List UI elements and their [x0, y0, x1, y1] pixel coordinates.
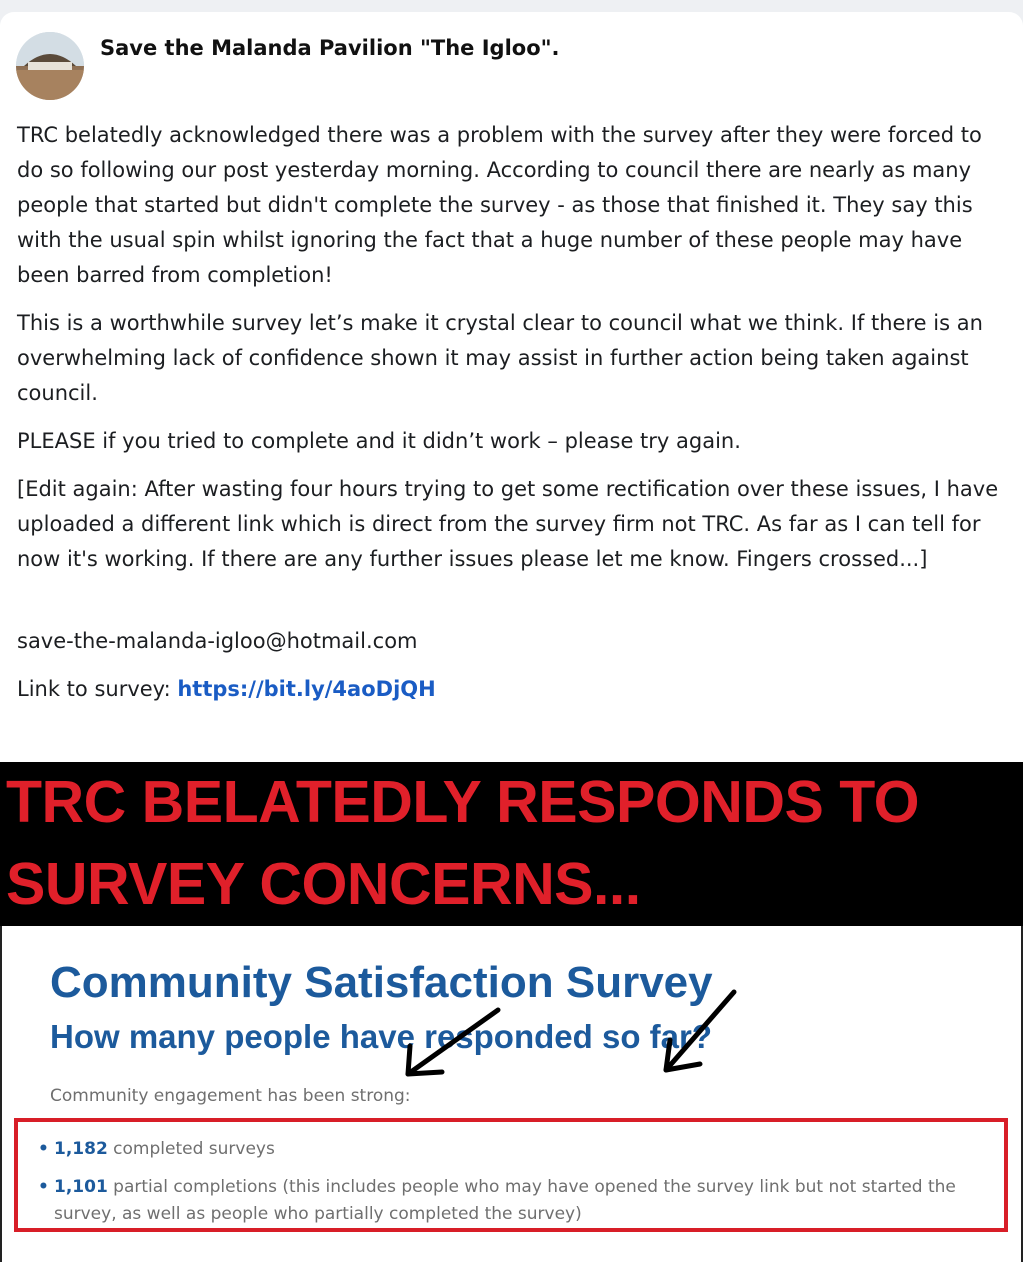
stat-completed-number: 1,182: [54, 1139, 108, 1159]
stat-partial-number: 1,101: [54, 1177, 108, 1197]
post-paragraph: [Edit again: After wasting four hours trying to get some rectification over these issues, I have uploaded a different link which is direct from the survey firm not TRC. As far as I can tell for now it's working. If there are any further issues please let me know. Fingers crossed...]: [17, 477, 999, 571]
survey-link[interactable]: https://bit.ly/4aoDjQH: [177, 677, 436, 701]
highlight-box: [14, 1118, 1008, 1232]
survey-title: Community Satisfaction Survey: [50, 958, 713, 1007]
contact-email: save-the-malanda-igloo@hotmail.com: [17, 629, 418, 653]
banner-image: [0, 762, 1023, 926]
survey-screenshot: [0, 926, 1023, 1262]
page-name-link[interactable]: Save the Malanda Pavilion "The Igloo".: [100, 36, 560, 60]
page-avatar[interactable]: [16, 32, 84, 100]
stat-completed-text: completed surveys: [107, 1139, 275, 1159]
post-card: [0, 12, 1023, 1262]
post-paragraph: This is a worthwhile survey let’s make it crystal clear to council what we think. If there is an overwhelming lack of confidence shown it may assist in further action being taken against council.: [17, 311, 983, 405]
banner-headline-line2: SURVEY CONCERNS...: [6, 851, 641, 917]
survey-link-line: [17, 672, 1007, 707]
pavilion-photo-icon: [16, 32, 84, 100]
bullet: •: [38, 1139, 49, 1159]
post-paragraph: PLEASE if you tried to complete and it didn’t work – please try again.: [17, 429, 741, 453]
survey-link-label: Link to survey:: [17, 677, 178, 701]
survey-subtitle: How many people have responded so far?: [50, 1018, 712, 1055]
stat-completed: [38, 1136, 998, 1163]
post-text: [17, 118, 1007, 720]
banner-headline-line1: TRC BELATEDLY RESPONDS TO: [6, 769, 920, 835]
bullet: •: [38, 1177, 49, 1197]
stat-partial: [38, 1174, 998, 1228]
post-paragraph: TRC belatedly acknowledged there was a problem with the survey after they were forced to do so following our post yesterday morning. According to council there are nearly as many people that started but didn't complete the survey - as those that finished it. They say this with the usual spin whilst ignoring the fact that a huge number of these people may have been barred from completion!: [17, 123, 982, 287]
survey-intro: Community engagement has been strong:: [50, 1086, 411, 1106]
stat-partial-text: partial completions (this includes people who may have opened the survey link but not started the survey, as well as people who partially completed the survey): [54, 1177, 956, 1224]
